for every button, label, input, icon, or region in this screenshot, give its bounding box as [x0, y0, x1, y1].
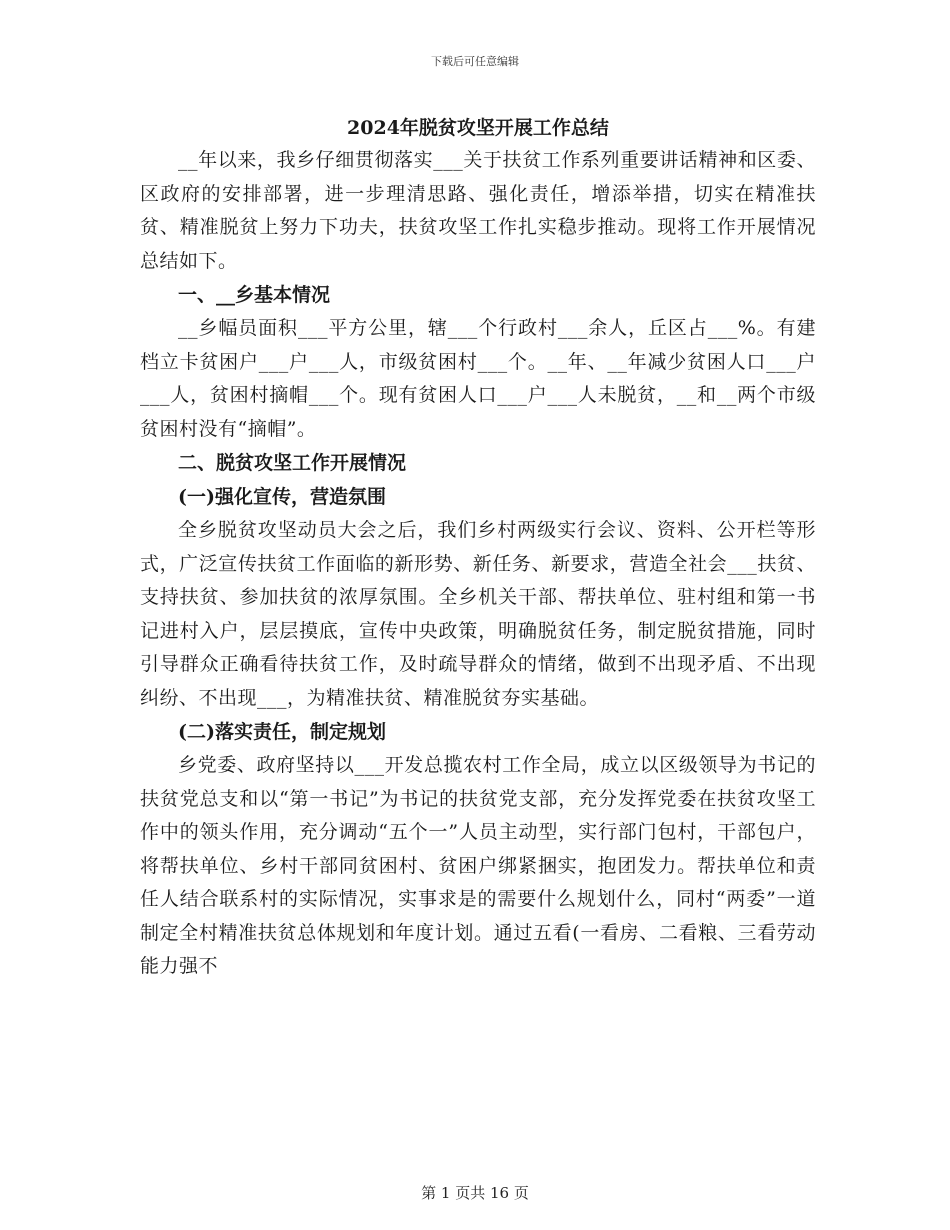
- page-header: 下载后可任意编辑: [431, 55, 519, 68]
- intro-paragraph: __年以来，我乡仔细贯彻落实___关于扶贫工作系列重要讲话精神和区委、区政府的安排部署，进一步理清思路、强化责任，增添举措，切实在精准扶贫、精准脱贫上努力下功夫，扶贫攻坚工作扎实稳步推动。现将工作开展情况总结如下。: [140, 149, 816, 272]
- document-body: [140, 112, 816, 984]
- basic-info-paragraph: __乡幅员面积___平方公里，辖___个行政村___余人，丘区占___%。有建档立卡贫困户___户___人，市级贫困村___个。__年、__年减少贫困人口___户___人，贫困村摘帽___个。现有贫困人口___户___人未脱贫，__和__两个市级贫困村没有“摘帽”。: [140, 317, 816, 440]
- responsibility-paragraph: 乡党委、政府坚持以___开发总揽农村工作全局，成立以区级领导为书记的扶贫党总支和以“第一书记”为书记的扶贫党支部，充分发挥党委在扶贫攻坚工作中的领头作用，充分调动“五个一”人员主动型，实行部门包村，干部包户，将帮扶单位、乡村干部同贫困村、贫困户绑紧捆实，抱团发力。帮扶单位和责任人结合联系村的实际情况，实事求是的需要什么规划什么，同村“两委”一道制定全村精准扶贫总体规划和年度计划。通过五看(一看房、二看粮、三看劳动能力强不: [140, 754, 816, 977]
- document-title: 2024年脱贫攻坚开展工作总结: [347, 117, 609, 139]
- section-heading-1: 一、__乡基本情况: [178, 284, 331, 306]
- section-heading-2: 二、脱贫攻坚工作开展情况: [178, 452, 407, 474]
- subsection-heading-2: (二)落实责任，制定规划: [178, 721, 386, 743]
- page-footer: 第 1 页共 16 页: [421, 1184, 529, 1202]
- publicity-paragraph: 全乡脱贫攻坚动员大会之后，我们乡村两级实行会议、资料、公开栏等形式，广泛宣传扶贫工作面临的新形势、新任务、新要求，营造全社会___扶贫、支持扶贫、参加扶贫的浓厚氛围。全乡机关干部、帮扶单位、驻村组和第一书记进村入户，层层摸底，宣传中央政策，明确脱贫任务，制定脱贫措施，同时引导群众正确看待扶贫工作，及时疏导群众的情绪，做到不出现矛盾、不出现纠纷、不出现___，为精准扶贫、精准脱贫夯实基础。: [140, 519, 816, 709]
- subsection-heading-1: (一)强化宣传，营造氛围: [178, 486, 386, 508]
